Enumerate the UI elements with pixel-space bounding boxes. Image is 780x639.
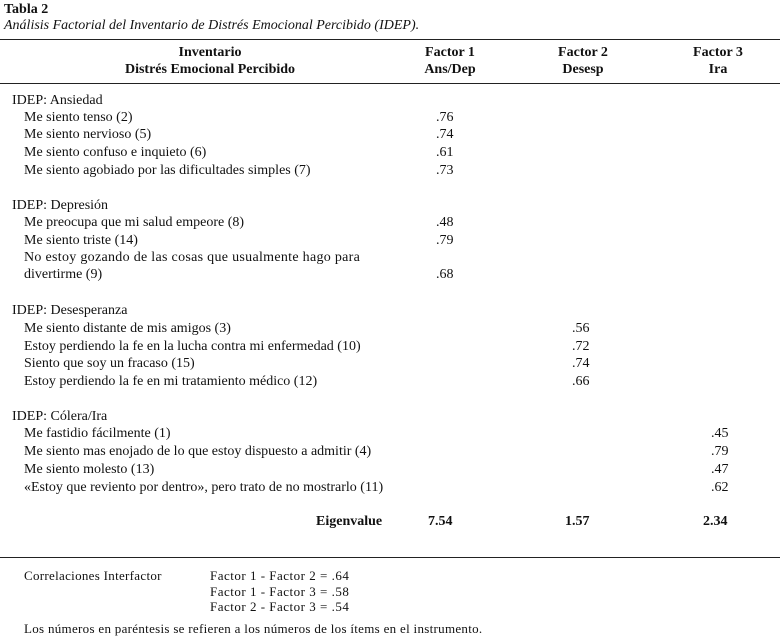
header-factor1 [400,44,500,78]
value-f3: .79 [711,444,729,459]
value-f1: .68 [436,267,454,282]
table-row: Me siento molesto (13) [24,462,155,477]
header-inventario [80,44,340,78]
group-label-ansiedad: IDEP: Ansiedad [12,93,103,108]
value-f2: .56 [572,321,590,336]
value-f3: .47 [711,462,729,477]
header-factor2-line2: Desesp [562,62,604,77]
table-row: No estoy gozando de las cosas que usualmente hago para [24,250,361,265]
value-f1: .48 [436,215,454,230]
value-f2: .74 [572,356,590,371]
group-label-depresion: IDEP: Depresión [12,198,109,213]
table-row: Siento que soy un fracaso (15) [24,356,195,371]
value-f3: .45 [711,426,729,441]
header-factor3-line2: Ira [708,62,728,77]
eigenvalue-f3: 2.34 [703,514,728,529]
table-row: Me siento nervioso (5) [24,127,152,142]
header-inventario-line1: Inventario [178,45,242,60]
table-row: Me preocupa que mi salud empeore (8) [24,215,245,230]
value-f2: .66 [572,374,590,389]
header-factor2 [533,44,633,78]
eigenvalue-label: Eigenvalue [316,514,383,529]
eigenvalue-f2: 1.57 [565,514,590,529]
table-row: Estoy perdiendo la fe en mi tratamiento médico (12) [24,374,318,389]
correlation-line: Factor 1 - Factor 2 = .64 [210,568,350,583]
table-row-continuation: divertirme (9) [24,267,103,282]
table-row: Me siento triste (14) [24,233,138,248]
header-factor1-line1: Factor 1 [425,45,475,60]
value-f1: .61 [436,145,454,160]
table-row: «Estoy que reviento por dentro», pero trato de no mostrarlo (11) [24,480,384,495]
value-f2: .72 [572,339,590,354]
table-row: Me fastidio fácilmente (1) [24,426,171,441]
header-factor2-line1: Factor 2 [558,45,608,60]
value-f1: .76 [436,110,454,125]
table-row: Me siento tenso (2) [24,110,133,125]
table-row: Estoy perdiendo la fe en la lucha contra mi enfermedad (10) [24,339,361,354]
top-rule [0,39,780,40]
header-inventario-line2: Distrés Emocional Percibido [124,62,296,77]
header-rule [0,83,780,84]
table-row: Me siento confuso e inquieto (6) [24,145,207,160]
header-factor3-line1: Factor 3 [693,45,743,60]
header-factor1-line2: Ans/Dep [424,62,476,77]
correlation-line: Factor 1 - Factor 3 = .58 [210,584,350,599]
table-title: Tabla 2 [4,2,49,17]
table-row: Me siento mas enojado de lo que estoy dispuesto a admitir (4) [24,444,372,459]
group-label-desesperanza: IDEP: Desesperanza [12,303,128,318]
table-footnote: Los números en paréntesis se refieren a los números de los ítems en el instrumento. [24,621,483,636]
table-row: Me siento distante de mis amigos (3) [24,321,231,336]
group-label-colera: IDEP: Cólera/Ira [12,409,108,424]
value-f3: .62 [711,480,729,495]
correlation-line: Factor 2 - Factor 3 = .54 [210,599,350,614]
correlations-label: Correlaciones Interfactor [24,568,162,583]
table-row: Me siento agobiado por las dificultades simples (7) [24,163,311,178]
table-subtitle: Análisis Factorial del Inventario de Distrés Emocional Percibido (IDEP). [4,18,420,33]
value-f1: .74 [436,127,454,142]
header-factor3 [668,44,768,78]
bottom-rule [0,557,780,558]
eigenvalue-f1: 7.54 [428,514,453,529]
value-f1: .73 [436,163,454,178]
value-f1: .79 [436,233,454,248]
